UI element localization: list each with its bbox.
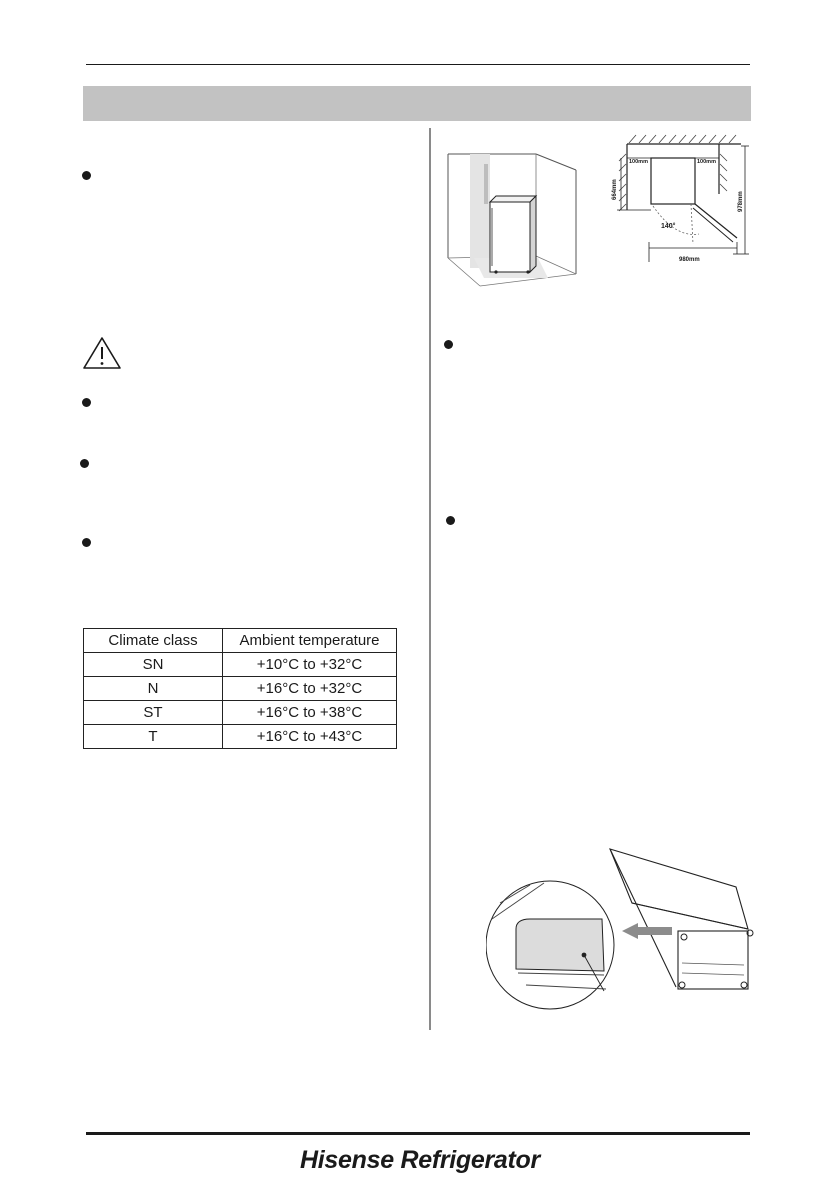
warning-triangle-icon	[82, 336, 122, 370]
room-placement-illustration	[444, 146, 578, 288]
bullet-dot-icon	[82, 171, 91, 180]
bullet-dot-icon	[444, 340, 453, 349]
footer-brand: Hisense Refrigerator	[300, 1146, 540, 1174]
bullet-dot-icon	[82, 538, 91, 547]
table-row	[84, 701, 397, 725]
bullet-dot-icon	[80, 459, 89, 468]
left-gap-label: 100mm	[629, 159, 648, 165]
column-header: Ambient temperature	[223, 629, 397, 653]
table-row	[84, 653, 397, 677]
ambient-temperature-cell: +16°C to +38°C	[223, 701, 397, 725]
climate-class-table	[83, 628, 397, 749]
clearance-diagram	[605, 134, 757, 270]
climate-class-cell: T	[84, 725, 223, 749]
table-header-row	[84, 629, 397, 653]
ambient-temperature-cell: +16°C to +32°C	[223, 677, 397, 701]
table-row	[84, 725, 397, 749]
door-angle-label: 140°	[661, 223, 676, 230]
total-width-label: 980mm	[679, 257, 700, 263]
top-rule	[86, 64, 750, 65]
total-depth-label: 978mm	[738, 191, 744, 212]
rear-spacer-illustration	[486, 843, 760, 1011]
climate-class-cell: ST	[84, 701, 223, 725]
climate-class-cell: N	[84, 677, 223, 701]
right-gap-label: 100mm	[697, 159, 716, 165]
bullet-dot-icon	[446, 516, 455, 525]
climate-class-cell: SN	[84, 653, 223, 677]
depth-label: 664mm	[612, 179, 618, 200]
ambient-temperature-cell: +10°C to +32°C	[223, 653, 397, 677]
table-row	[84, 677, 397, 701]
bullet-dot-icon	[82, 398, 91, 407]
footer-rule	[86, 1132, 750, 1135]
ambient-temperature-cell: +16°C to +43°C	[223, 725, 397, 749]
column-header: Climate class	[84, 629, 223, 653]
section-header-bar	[83, 86, 751, 121]
column-divider	[429, 128, 431, 1030]
